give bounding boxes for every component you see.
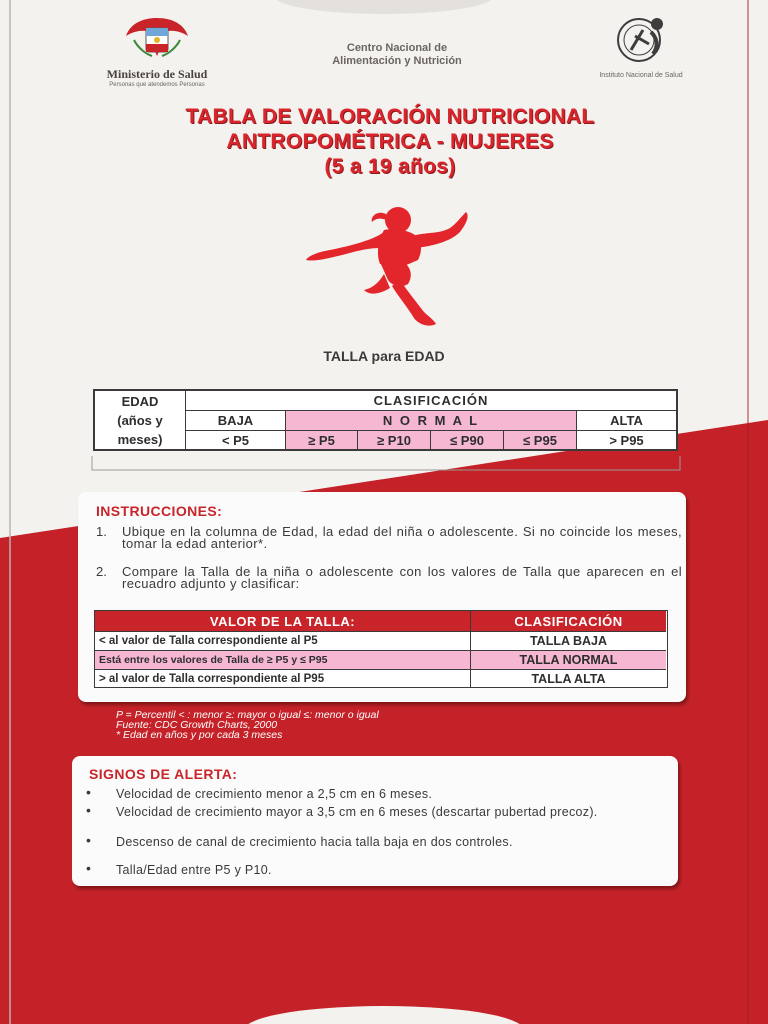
percentile-gt-p95: > P95 bbox=[576, 430, 676, 449]
edad-line1: EDAD bbox=[121, 393, 159, 409]
table-row bbox=[95, 650, 666, 669]
percentile-ge-p10: ≥ P10 bbox=[357, 430, 430, 449]
step-1-number: 1. bbox=[96, 524, 107, 539]
legend-source: Fuente: CDC Growth Charts, 2000 bbox=[116, 719, 278, 731]
classification-table bbox=[93, 389, 678, 451]
bullet-icon: • bbox=[86, 784, 91, 800]
ministry-tagline: Personas que atendemos Personas bbox=[109, 82, 205, 88]
institute-name: Instituto Nacional de Salud bbox=[599, 72, 683, 79]
clasificacion-header: CLASIFICACIÓN bbox=[185, 391, 676, 410]
valor-cell: < al valor de Talla correspondiente al P5 bbox=[99, 635, 318, 647]
percentile-le-p95: ≤ P95 bbox=[503, 430, 576, 449]
percentile-le-p90: ≤ P90 bbox=[430, 430, 503, 449]
running-girl-icon bbox=[300, 204, 476, 330]
legend-line1: P = Percentil < : menor ≥: mayor o igual ≤: menor o igual bbox=[116, 709, 379, 721]
step-2-text: Compare la Talla de la niña o adolescente con los valores de Talla que aparecen en el recuadro adjunto y clasificar: bbox=[122, 564, 682, 591]
alert-item-text: Descenso de canal de crecimiento hacia talla baja en dos controles. bbox=[116, 835, 513, 849]
cenan-line1: Centro Nacional de bbox=[346, 42, 448, 54]
alert-title: SIGNOS DE ALERTA: bbox=[89, 766, 238, 782]
table-row bbox=[95, 631, 666, 650]
instructions-title: INSTRUCCIONES: bbox=[96, 503, 223, 519]
alert-item-text: Velocidad de crecimiento menor a 2,5 cm en 6 meses. bbox=[116, 787, 433, 801]
bullet-icon: • bbox=[86, 802, 91, 818]
ministerio-logo bbox=[72, 14, 242, 88]
alta-header: ALTA bbox=[576, 410, 676, 430]
bullet-icon: • bbox=[86, 860, 91, 876]
title-line1: TABLA DE VALORACIÓN NUTRICIONAL bbox=[185, 105, 595, 128]
clasif-cell: TALLA NORMAL bbox=[470, 651, 666, 669]
talla-para-edad-label: TALLA para EDAD bbox=[323, 348, 445, 364]
cenan-line2: Alimentación y Nutrición bbox=[332, 55, 462, 67]
alert-item-text: Talla/Edad entre P5 y P10. bbox=[116, 863, 272, 877]
peru-coat-of-arms-icon bbox=[112, 14, 202, 60]
valor-cell: Está entre los valores de Talla de ≥ P5 y ≤ P95 bbox=[99, 654, 328, 666]
title-line2: ANTROPOMÉTRICA - MUJERES bbox=[226, 130, 554, 153]
ins-emblem-icon bbox=[591, 14, 691, 66]
title-line3: (5 a 19 años) bbox=[324, 155, 456, 178]
alert-item-text: Velocidad de crecimiento mayor a 3,5 cm en 6 meses (descartar pubertad precoz). bbox=[116, 805, 598, 819]
instructions-card bbox=[78, 492, 686, 702]
step-1-text: Ubique en la columna de Edad, la edad del niña o adolescente. Si no coincide los meses, tomar la edad anterior*. bbox=[122, 524, 682, 551]
clasif-cell: TALLA BAJA bbox=[470, 632, 666, 650]
baja-header: BAJA bbox=[185, 410, 285, 430]
alert-signs-card bbox=[72, 756, 678, 886]
legend-footnote: * Edad en años y por cada 3 meses bbox=[116, 729, 283, 741]
legend-notes bbox=[116, 710, 676, 740]
ins-logo bbox=[556, 14, 726, 79]
normal-header: N O R M A L bbox=[285, 410, 576, 430]
edad-line2: (años y bbox=[117, 412, 163, 428]
valor-talla-header: VALOR DE LA TALLA: bbox=[95, 611, 470, 631]
clasif-cell: TALLA ALTA bbox=[470, 670, 666, 688]
valor-cell: > al valor de Talla correspondiente al P95 bbox=[99, 673, 325, 685]
table-row bbox=[95, 669, 666, 688]
page-title bbox=[60, 104, 720, 179]
edad-line3: meses) bbox=[117, 431, 163, 447]
ministry-name: Ministerio de Salud bbox=[106, 67, 208, 81]
clasificacion-col-header: CLASIFICACIÓN bbox=[470, 611, 666, 631]
edad-header bbox=[95, 391, 185, 449]
cenan-name bbox=[282, 42, 512, 68]
bullet-icon: • bbox=[86, 832, 91, 848]
percentile-ge-p5: ≥ P5 bbox=[285, 430, 357, 449]
percentile-lt-p5: < P5 bbox=[185, 430, 285, 449]
talla-value-table bbox=[94, 610, 668, 688]
step-2-number: 2. bbox=[96, 564, 107, 579]
